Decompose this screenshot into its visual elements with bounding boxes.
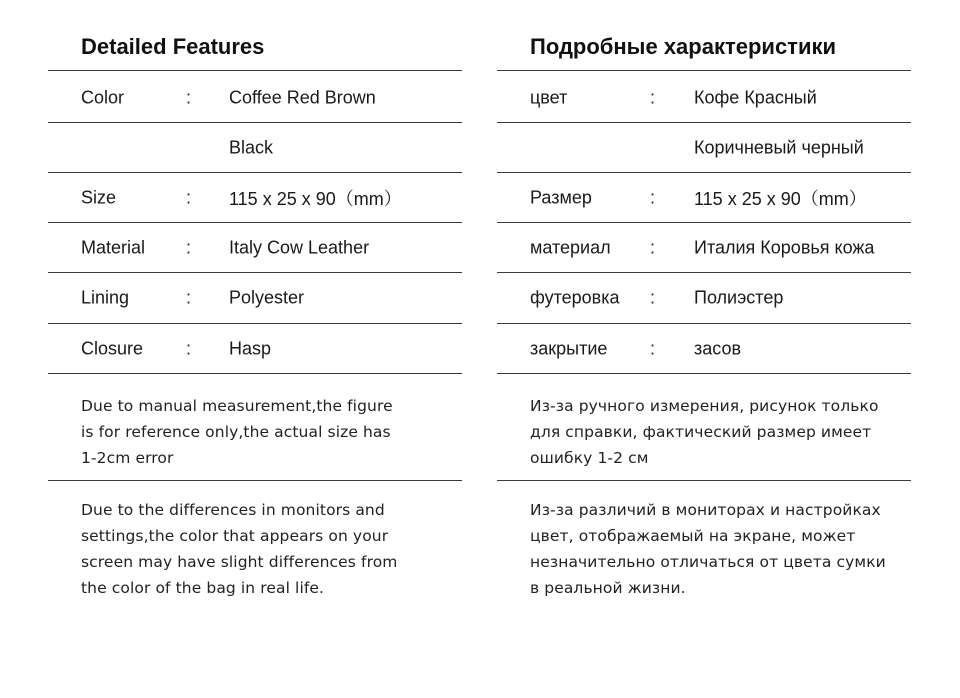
row-colon: : [186, 187, 192, 208]
divider [497, 373, 911, 374]
row-value: Italy Cow Leather [229, 237, 370, 258]
measurement-note [530, 393, 905, 471]
note-line: screen may have slight differences from [81, 553, 398, 571]
row-label: Closure [81, 338, 144, 359]
color-difference-note [81, 497, 456, 601]
row-colon: : [650, 338, 656, 359]
row-label: закрытие [530, 338, 608, 359]
material-row [497, 223, 911, 273]
row-value: 115 x 25 x 90（mm） [694, 189, 867, 209]
row-label: Размер [530, 187, 592, 208]
note-line: ошибку 1-2 см [530, 449, 649, 467]
note-line: незначительно отличаться от цвета сумки [530, 553, 886, 571]
row-value: Полиэстер [694, 287, 784, 308]
row-label: цвет [530, 87, 568, 108]
divider [48, 70, 462, 71]
lining-row [497, 273, 911, 323]
closure-row [497, 324, 911, 374]
row-colon: : [650, 187, 656, 208]
note-line: цвет, отображаемый на экране, может [530, 527, 856, 545]
color-row [48, 73, 462, 123]
row-colon: : [650, 237, 656, 258]
row-label: Lining [81, 287, 130, 308]
divider [497, 70, 911, 71]
color-difference-note [530, 497, 905, 601]
row-value: Италия Коровья кожа [694, 237, 875, 258]
row-label: Color [81, 87, 125, 108]
note-line: is for reference only,the actual size has [81, 423, 391, 441]
material-row [48, 223, 462, 273]
row-value: засов [694, 338, 742, 359]
note-line: Due to the differences in monitors and [81, 501, 385, 519]
note-line: в реальной жизни. [530, 579, 686, 597]
size-row [48, 173, 462, 223]
row-colon: : [186, 87, 192, 108]
color-row [497, 73, 911, 123]
note-line: the color of the bag in real life. [81, 579, 325, 597]
row-colon: : [650, 87, 656, 108]
measurement-note [81, 393, 456, 471]
row-colon: : [186, 338, 192, 359]
row-value: Hasp [229, 338, 272, 359]
note-line: 1-2cm error [81, 449, 174, 467]
row-label: Material [81, 237, 146, 258]
divider [48, 480, 462, 481]
row-colon: : [650, 287, 656, 308]
divider [497, 480, 911, 481]
size-row [497, 173, 911, 223]
row-label: футеровка [530, 287, 620, 308]
row-label: материал [530, 237, 611, 258]
note-line: Из-за различий в мониторах и настройках [530, 501, 881, 519]
note-line: settings,the color that appears on your [81, 527, 389, 545]
english-title: Detailed Features [81, 34, 265, 59]
row-label: Size [81, 187, 117, 208]
note-line: Из-за ручного измерения, рисунок только [530, 397, 879, 415]
divider [48, 373, 462, 374]
lining-row [48, 273, 462, 323]
row-value: 115 x 25 x 90（mm） [229, 189, 402, 209]
row-value: Coffee Red Brown [229, 87, 376, 108]
row-colon: : [186, 237, 192, 258]
row-value: Коричневый черный [694, 137, 864, 158]
row-value: Polyester [229, 287, 305, 308]
color-continued-row [497, 123, 911, 173]
closure-row [48, 324, 462, 374]
russian-title: Подробные характеристики [530, 34, 837, 59]
note-line: для справки, фактический размер имеет [530, 423, 872, 441]
row-value: Black [229, 137, 274, 158]
row-colon: : [186, 287, 192, 308]
note-line: Due to manual measurement,the figure [81, 397, 393, 415]
row-value: Кофе Красный [694, 87, 817, 108]
color-continued-row [48, 123, 462, 173]
